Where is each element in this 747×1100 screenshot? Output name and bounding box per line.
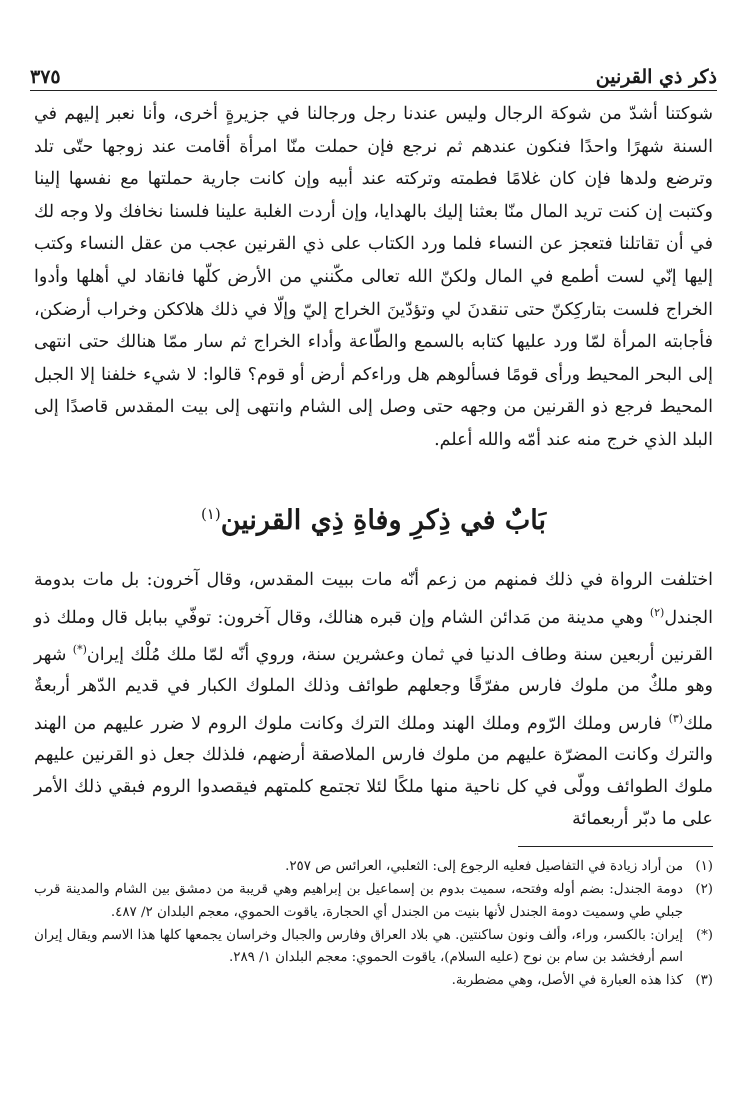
footnote-item: [34, 879, 713, 924]
footnote-mark: (١): [695, 859, 713, 874]
footnote-ref-2: (٢): [649, 605, 665, 619]
footnote-text: كذا هذه العبارة في الأصل، وهي مضطربة.: [451, 973, 683, 989]
paragraph-chapter-body: [34, 565, 713, 835]
footnote-item: [34, 970, 713, 992]
footnotes: [34, 856, 713, 994]
page-number: ٣٧٥: [30, 66, 61, 88]
chapter-footnote-ref: (١): [200, 505, 221, 523]
chapter-heading: [30, 505, 717, 549]
running-title: ذكر ذي القرنين: [595, 66, 717, 88]
footnote-ref-3: (٣): [668, 712, 684, 726]
footnote-separator: [518, 846, 713, 847]
footnote-mark: (٣): [695, 973, 713, 989]
header-rule: [30, 90, 717, 91]
body-segment-c: شهر وهو ملكٌ من ملوك فارس مفرّقًا وجعلهم طوائف وذلك الملوك الكبار في قديم الدّهر أربعةٌ ملك: [34, 644, 713, 734]
chapter-title-text: بَابٌ في ذِكرِ وفاةِ ذِي القرنين: [220, 505, 547, 536]
footnote-mark: (*): [695, 927, 713, 943]
footnote-text: إيران: بالكسر، وراء، وألف ونون ساكنتين. هي بلاد العراق وفارس والجبال وخراسان يجمعها كلها هذا الاسم ويقال إيران اسم أرفخشد بن سام بن نوح (عليه السلام)، ياقوت الحموي: معجم البلدان ١/ ٢٨٩.: [34, 927, 683, 966]
footnote-ref-star: (*): [72, 643, 87, 657]
footnote-text: دومة الجندل: بضم أوله وفتحه، سميت بدوم بن إسماعيل بن إبراهيم وهي قريبة من دمشق بين الشام والمدينة قرب جبلي طي وسميت دومة الجندل لأنها بنيت من الجندل أي الحجارة، ياقوت الحموي، معجم البلدان ٢/ ٤٨٧.: [34, 882, 683, 920]
footnote-text: من أراد زيادة في التفاصيل فعليه الرجوع إلى: الثعلبي، العرائس ص ٢٥٧.: [285, 859, 683, 874]
footnote-item: [34, 856, 713, 878]
body-segment-d: فارس وملك الرّوم وملك الهند وملك الترك وكانت ملوك الروم لا ضرر عليهم من الهند والترك وكانت المضرّة عليهم من ملوك فارس الملاصقة أرضهم، فلذلك جعل ذو القرنين عليهم ملوك الطوائف وولّى في كل ناحية منها ملكًا لئلا تجتمع كلمتهم فيقصدوا الروم فبقي ذلك الأمر على ما دبّر أربعمائة: [34, 713, 713, 829]
body-segment-b: وهي مدينة من مَدائن الشام وإن قبره هنالك، وقال آخرون: توفّي ببابل قال وملك ذو القرنين أربعين سنة وطاف الدنيا في ثمان وعشرين سنة، وروي أنّه لمّا ملك مُلْك إيران: [34, 607, 714, 665]
paragraph-continued: شوكتنا أشدّ من شوكة الرجال وليس عندنا رجل ورجالنا في جزيرةٍ أخرى، وأنا نعبر إليهم في السنة شهرًا واحدًا فنكون عندهم ثم نرجع فإن حملت منّا امرأة أقامت عند زوجها حتّى تلد وترضع ولدها فإن كان غلامًا فطمته وتركته عند أبيه وإن كانت جارية حملتها مع نفسها إلينا وكتبت إن كنت تريد المال منّا بعثنا إليك بالهدايا، وإن أردت الغلبة علينا فلسنا نخافك ولا وجه لك في أن تقاتلنا فتعجز عن النساء فلما ورد الكتاب على ذي القرنين عجب من عقل النساء وكتب إليها إنّي لست أطمع في المال ولكنّ الله تعالى مكّنني من الأرض كلّها فانقاد لي أهلها وأدوا الخراج فلست بتاركِكنّ حتى تنقدنَ لي وتؤدّينَ الخراج إليّ وإلّا في ذلك هلاككن وخراب أرضكن، فأجابته المرأة لمّا ورد عليها كتابه بالسمع والطّاعة وأداء الخراج ثم سار ممّا هنالك حتى انتهى إلى البحر المحيط ورأى قومًا فسألوهم هل وراءكم أرض أو قوم؟ قالوا: لا شيء خلفنا إلا الجبل المحيط فرجع ذو القرنين من وجهه حتى وصل إلى الشام وانتهى إلى بيت المقدس قاصدًا إلى البلد الذي خرج منه عند أمّه والله أعلم.: [34, 104, 713, 450]
page-header: [30, 58, 717, 88]
body-segment-a: اختلفت الرواة في ذلك فمنهم من زعم أنّه مات ببيت المقدس، وقال آخرون: بل مات بدومة الجندل: [34, 570, 713, 628]
footnote-mark: (٢): [695, 882, 713, 898]
footnote-item: [34, 925, 713, 970]
